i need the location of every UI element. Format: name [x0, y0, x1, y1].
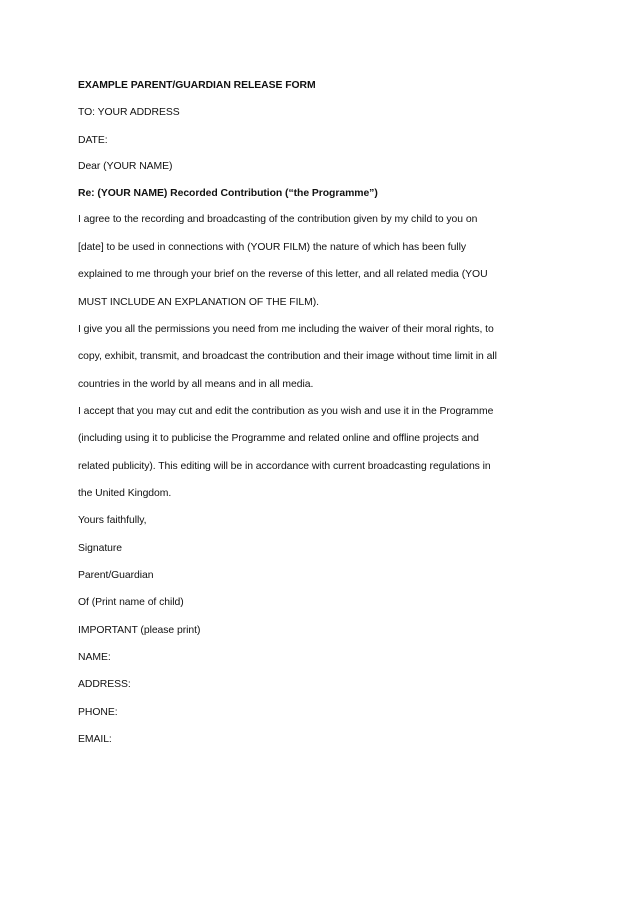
paragraph1-line: MUST INCLUDE AN EXPLANATION OF THE FILM). [78, 297, 320, 308]
paragraph2-line: I give you all the permissions you need from me including the waiver of their moral rights, to [78, 324, 494, 335]
salutation: Dear (YOUR NAME) [78, 161, 173, 172]
child-name-label: Of (Print name of child) [78, 597, 184, 608]
paragraph3-line: (including using it to publicise the Programme and related online and offline projects and [78, 433, 479, 444]
paragraph3-line: related publicity). This editing will be in accordance with current broadcasting regulations in [78, 461, 491, 472]
to-address-line: TO: YOUR ADDRESS [78, 107, 180, 118]
closing: Yours faithfully, [78, 515, 147, 526]
subject-line: Re: (YOUR NAME) Recorded Contribution (“the Programme”) [78, 188, 378, 199]
parent-guardian-label: Parent/Guardian [78, 570, 154, 581]
email-field-label: EMAIL: [78, 734, 112, 745]
paragraph1-line: I agree to the recording and broadcasting of the contribution given by my child to you on [78, 214, 478, 225]
date-line: DATE: [78, 135, 108, 146]
phone-field-label: PHONE: [78, 707, 118, 718]
paragraph2-line: countries in the world by all means and in all media. [78, 379, 314, 390]
name-field-label: NAME: [78, 652, 111, 663]
document-title: EXAMPLE PARENT/GUARDIAN RELEASE FORM [78, 80, 316, 91]
paragraph1-line: [date] to be used in connections with (YOUR FILM) the nature of which has been fully [78, 242, 466, 253]
important-label: IMPORTANT (please print) [78, 625, 201, 636]
paragraph2-line: copy, exhibit, transmit, and broadcast the contribution and their image without time limit in all [78, 351, 497, 362]
paragraph1-line: explained to me through your brief on the reverse of this letter, and all related media (YOU [78, 269, 488, 280]
signature-label: Signature [78, 543, 123, 554]
address-field-label: ADDRESS: [78, 679, 131, 690]
paragraph3-line: I accept that you may cut and edit the contribution as you wish and use it in the Programme [78, 406, 494, 417]
paragraph3-line: the United Kingdom. [78, 488, 172, 499]
